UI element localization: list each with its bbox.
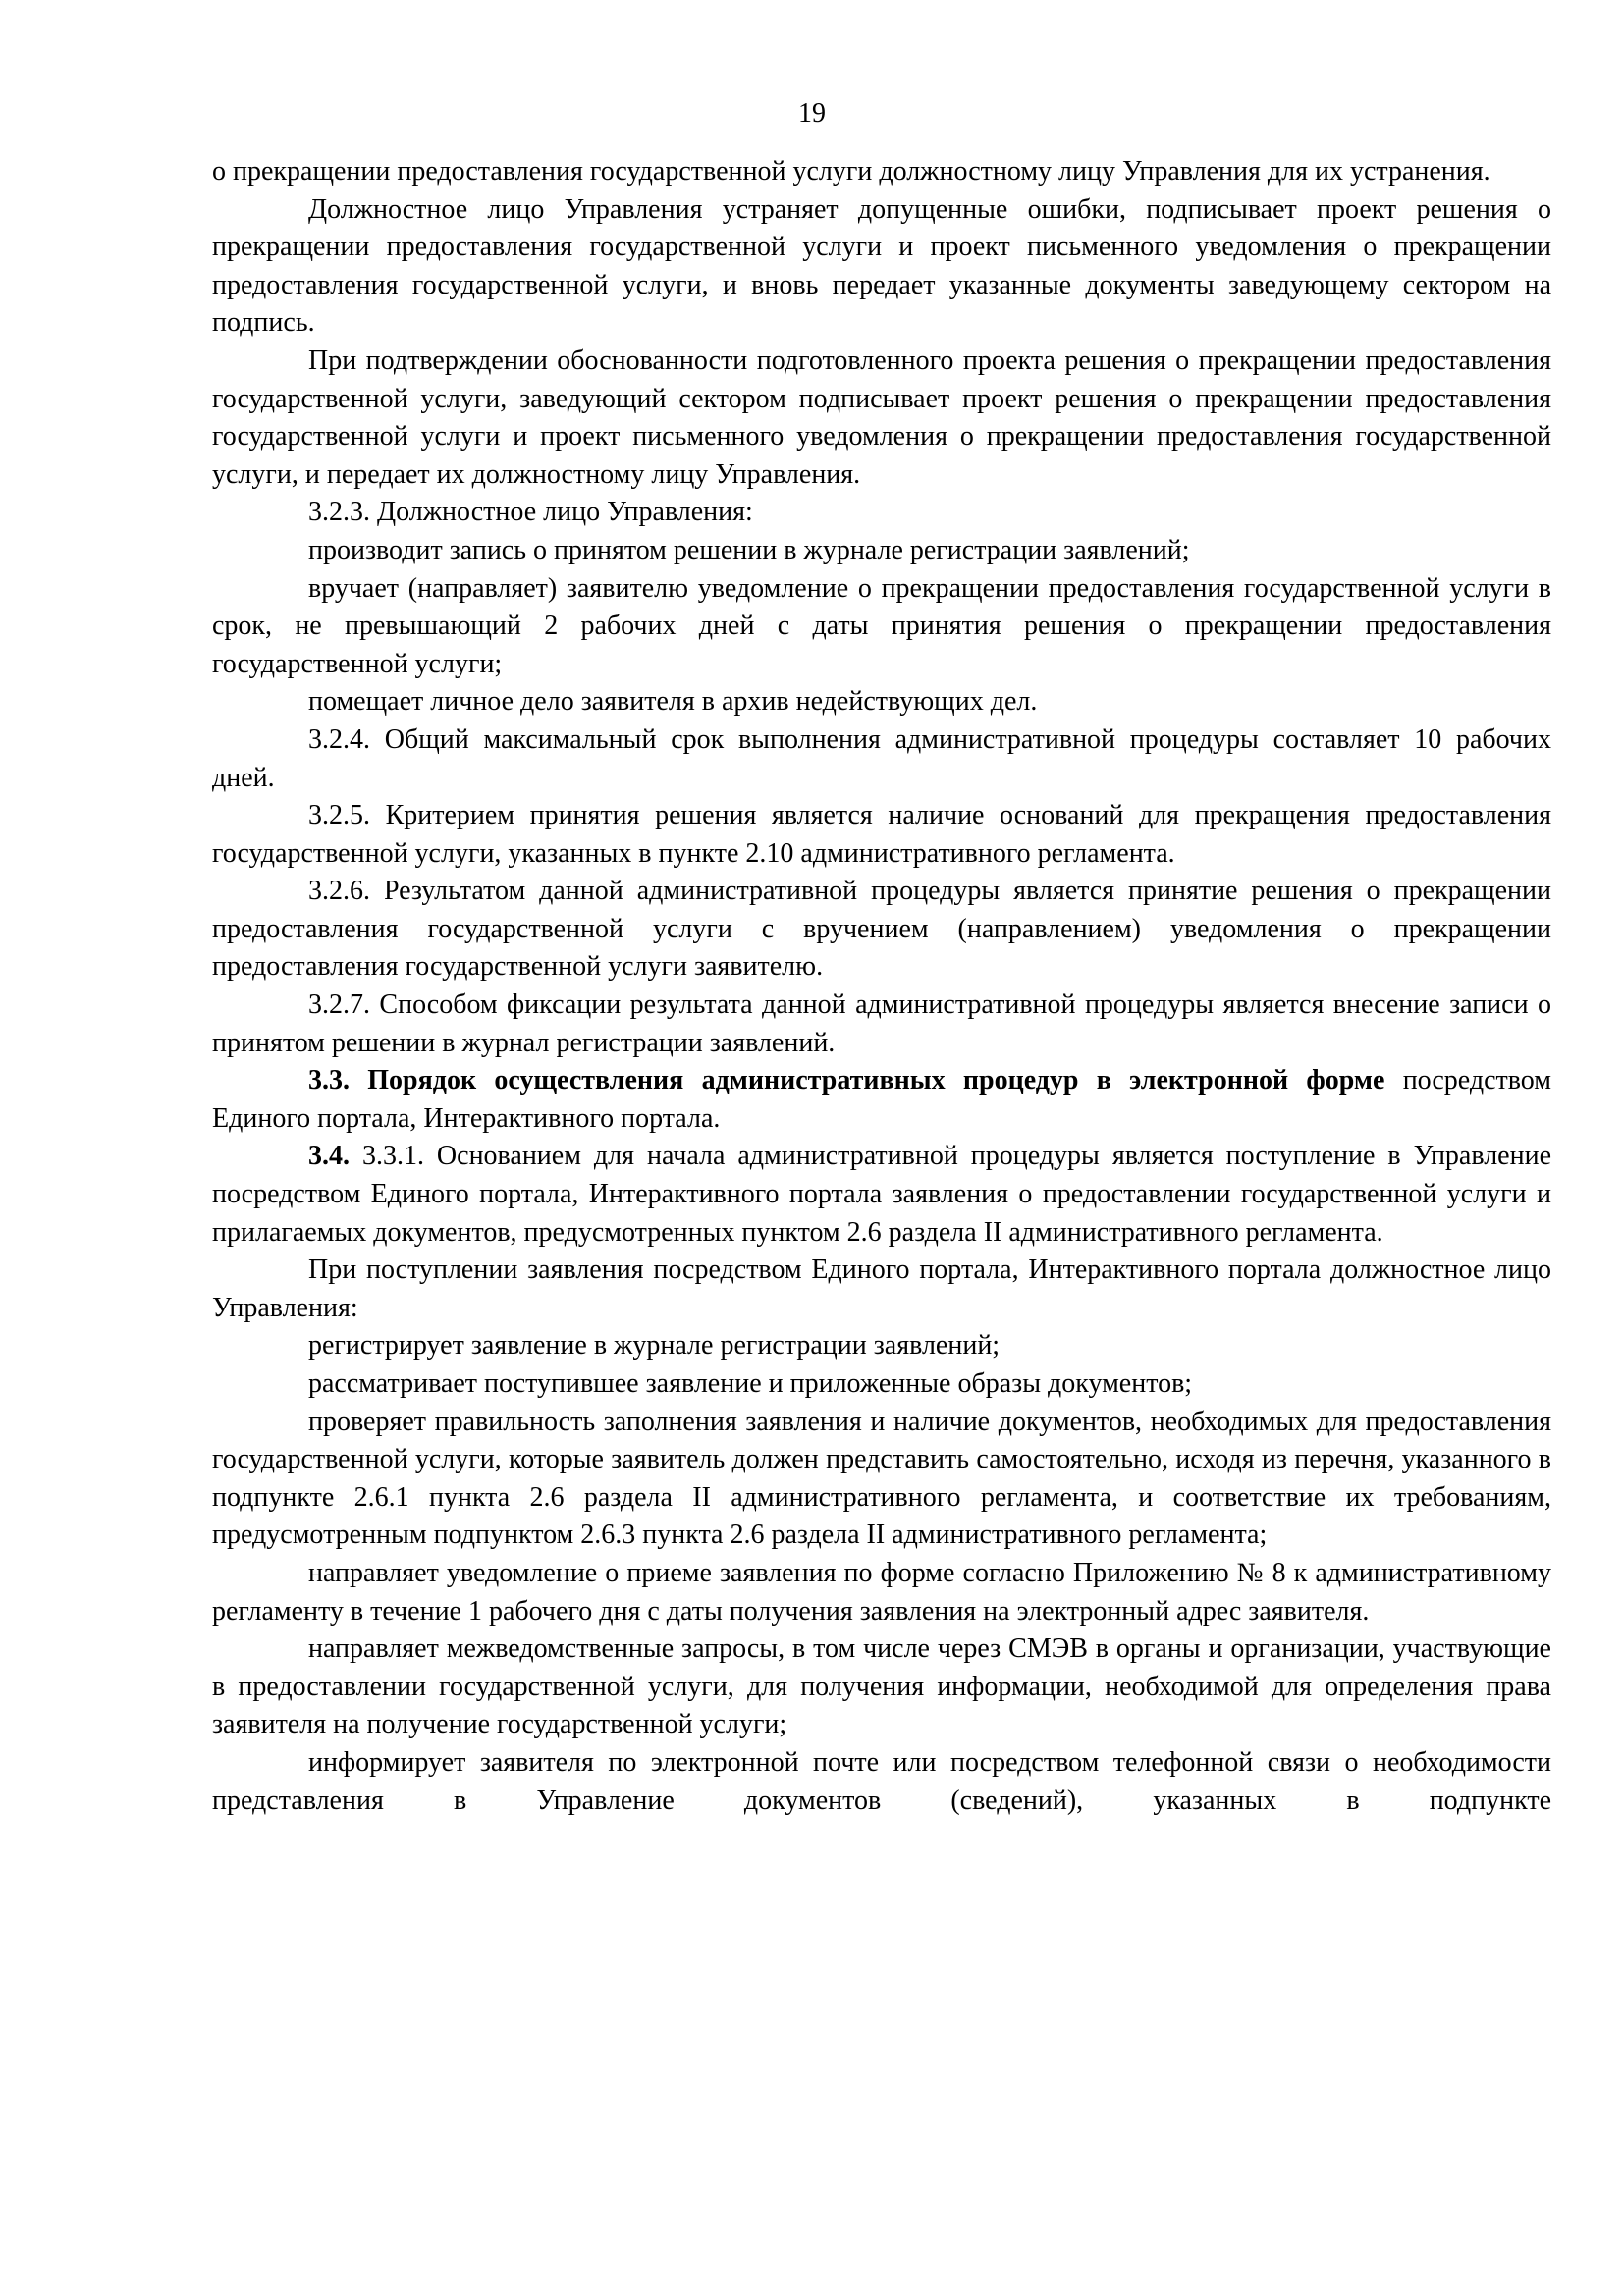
paragraph: регистрирует заявление в журнале регистрации заявлений; (308, 1330, 1001, 1362)
paragraph: 3.2.3. Должностное лицо Управления: (308, 497, 753, 528)
section-heading-paragraph: 3.4. 3.3.1. Основанием для начала административной процедуры является поступление в Управление посредством Единого портала, Интерактивного портала заявления о предоставлении государственной услуги и прилагаемых документов, предусмотренных пунктом 2.6 раздела II административного регламента. (212, 1141, 1551, 1248)
paragraph: направляет межведомственные запросы, в том числе через СМЭВ в органы и организации, участвующие в предоставлении государственной услуги, для получения информации, необходимой для определения права заявителя на получение государственной услуги; (212, 1633, 1551, 1740)
page-number: 19 (798, 98, 826, 129)
paragraph: 3.2.4. Общий максимальный срок выполнения административной процедуры составляет 10 рабочих дней. (212, 723, 1551, 793)
paragraph: производит запись о принятом решении в журнале регистрации заявлений; (308, 534, 1190, 565)
paragraph: 3.2.7. Способом фиксации результата данной административной процедуры является внесение записи о принятом решении в журнал регистрации заявлений. (212, 989, 1551, 1058)
paragraph: При поступлении заявления посредством Единого портала, Интерактивного портала должностное лицо Управления: (212, 1255, 1551, 1323)
paragraph: 3.2.6. Результатом данной административной процедуры является принятие решения о прекращении предоставления государственной услуги с вручением (направлением) уведомления о прекращении предоставления государственной услуги заявителю. (212, 876, 1551, 983)
paragraph: информирует заявителя по электронной почте или посредством телефонной связи о необходимости представления в Управление документов (сведений), указанных в подпункте (212, 1746, 1551, 1816)
paragraph: помещает личное дело заявителя в архив недействующих дел. (308, 686, 1038, 718)
paragraph: направляет уведомление о приеме заявления по форме согласно Приложению № 8 к административному регламенту в течение 1 рабочего дня с даты получения заявления на электронный адрес заявителя. (212, 1557, 1551, 1627)
paragraph: При подтверждении обоснованности подготовленного проекта решения о прекращении предоставления государственной услуги, заведующий сектором подписывает проект решения о прекращении предоставления государственной услуги и проект письменного уведомления о прекращении предоставления государственной услуги, и передает их должностному лицу Управления. (212, 345, 1551, 490)
section-heading: 3.3. Порядок осуществления административных процедур в электронной форме (308, 1065, 1385, 1096)
paragraph: Должностное лицо Управления устраняет допущенные ошибки, подписывает проект решения о прекращении предоставления государственной услуги и проект письменного уведомления о прекращении предоставления государственной услуги, и вновь передает указанные документы заведующему сектором на подпись. (212, 193, 1551, 339)
section-number: 3.4. (308, 1141, 350, 1172)
paragraph: 3.2.5. Критерием принятия решения является наличие оснований для прекращения предоставления государственной услуги, указанных в пункте 2.10 административного регламента. (212, 800, 1551, 869)
paragraph: рассматривает поступившее заявление и приложенные образы документов; (308, 1368, 1193, 1399)
section-heading-paragraph: 3.3. Порядок осуществления административных процедур в электронной форме посредством Единого портала, Интерактивного портала. (212, 1065, 1551, 1134)
paragraph: проверяет правильность заполнения заявления и наличие документов, необходимых для предоставления государственной услуги, которые заявитель должен представить самостоятельно, исходя из перечня, указанного в подпункте 2.6.1 пункта 2.6 раздела II административного регламента, и соответствие их требованиям, предусмотренным подпунктом 2.6.3 пункта 2.6 раздела II административного регламента; (212, 1406, 1551, 1551)
document-body (212, 153, 1551, 1820)
paragraph: вручает (направляет) заявителю уведомление о прекращении предоставления государственной услуги в срок, не превышающий 2 рабочих дней с даты принятия решения о прекращении предоставления государственной услуги; (212, 572, 1551, 679)
paragraph: о прекращении предоставления государственной услуги должностному лицу Управления для их устранения. (212, 156, 1490, 187)
